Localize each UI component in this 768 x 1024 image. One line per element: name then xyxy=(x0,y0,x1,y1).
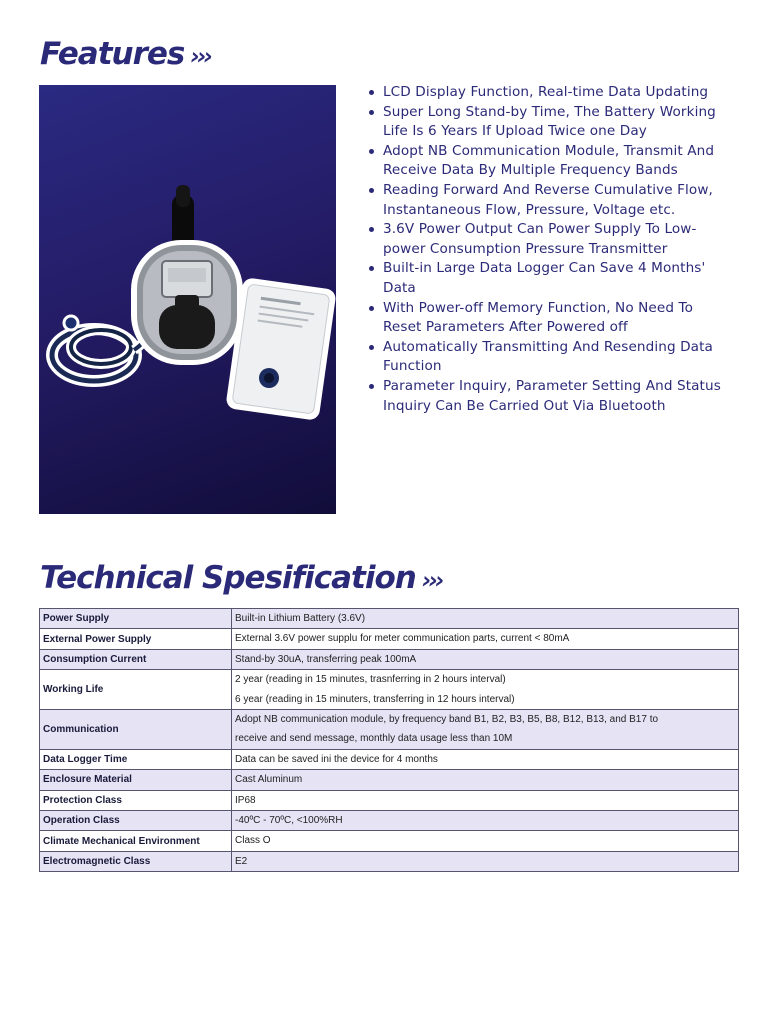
spec-value: Stand-by 30uA, transferring peak 100mA xyxy=(232,649,739,669)
spec-label: Enclosure Material xyxy=(40,770,232,790)
logger-body xyxy=(131,240,243,365)
bullet-icon xyxy=(369,384,374,389)
feature-item: Built-in Large Data Logger Can Save 4 Months' Data xyxy=(365,259,725,298)
spec-value: External 3.6V power supplu for meter communication parts, current < 80mA xyxy=(232,629,739,649)
features-heading xyxy=(40,36,210,72)
bullet-icon xyxy=(369,227,374,232)
table-row xyxy=(40,670,739,710)
bullet-icon xyxy=(369,90,374,95)
feature-item: With Power-off Memory Function, No Need To Reset Parameters After Powered off xyxy=(365,299,725,338)
feature-item: LCD Display Function, Real-time Data Updating xyxy=(365,83,725,103)
feature-item: Automatically Transmitting And Resending Data Function xyxy=(365,338,725,377)
spec-value: 2 year (reading in 15 minutes, trasnferring in 2 hours interval) 6 year (reading in 15 minuters, transferring in 12 hours interval) xyxy=(232,670,739,710)
product-illustration xyxy=(39,85,336,514)
table-row xyxy=(40,851,739,871)
table-row xyxy=(40,811,739,831)
table-row xyxy=(40,831,739,851)
spec-label: Electromagnetic Class xyxy=(40,851,232,871)
spec-label: Protection Class xyxy=(40,790,232,810)
features-heading-text: Features xyxy=(40,36,185,72)
bullet-icon xyxy=(369,188,374,193)
bullet-icon xyxy=(369,149,374,154)
tech-spec-heading xyxy=(40,560,442,596)
table-row xyxy=(40,790,739,810)
table-row xyxy=(40,629,739,649)
spec-label: Operation Class xyxy=(40,811,232,831)
spec-label: Working Life xyxy=(40,670,232,710)
feature-item: 3.6V Power Output Can Power Supply To Low-power Consumption Pressure Transmitter xyxy=(365,220,725,259)
bullet-icon xyxy=(369,306,374,311)
feature-item: Parameter Inquiry, Parameter Setting And Status Inquiry Can Be Carried Out Via Bluetooth xyxy=(365,377,725,416)
spec-label: Consumption Current xyxy=(40,649,232,669)
spec-label: External Power Supply xyxy=(40,629,232,649)
spec-value: IP68 xyxy=(232,790,739,810)
transmitter-box xyxy=(225,277,336,421)
spec-value: Data can be saved ini the device for 4 months xyxy=(232,749,739,769)
spec-label: Climate Mechanical Environment xyxy=(40,831,232,851)
table-row xyxy=(40,649,739,669)
spec-value: Cast Aluminum xyxy=(232,770,739,790)
spec-table xyxy=(39,608,739,872)
product-image xyxy=(39,85,336,514)
table-row xyxy=(40,609,739,629)
spec-value: E2 xyxy=(232,851,739,871)
spec-label: Data Logger Time xyxy=(40,749,232,769)
spec-value: -40ºC - 70ºC, <100%RH xyxy=(232,811,739,831)
bullet-icon xyxy=(369,266,374,271)
feature-item: Reading Forward And Reverse Cumulative Flow, Instantaneous Flow, Pressure, Voltage etc. xyxy=(365,181,725,220)
features-heading-arrows: ››› xyxy=(190,43,211,70)
spec-value: Adopt NB communication module, by frequency band B1, B2, B3, B5, B8, B12, B13, and B17 to receive and send message, monthly data usage less than 10M xyxy=(232,710,739,750)
tech-spec-heading-text: Technical Spesification xyxy=(40,560,416,596)
spec-value: Built-in Lithium Battery (3.6V) xyxy=(232,609,739,629)
tech-spec-heading-arrows: ››› xyxy=(421,567,442,594)
feature-item: Super Long Stand-by Time, The Battery Working Life Is 6 Years If Upload Twice one Day xyxy=(365,103,725,142)
spec-label: Communication xyxy=(40,710,232,750)
table-row xyxy=(40,770,739,790)
features-list xyxy=(365,83,725,416)
feature-item: Adopt NB Communication Module, Transmit And Receive Data By Multiple Frequency Bands xyxy=(365,142,725,181)
bullet-icon xyxy=(369,345,374,350)
table-row xyxy=(40,710,739,750)
bullet-icon xyxy=(369,110,374,115)
spec-value: Class O xyxy=(232,831,739,851)
spec-label: Power Supply xyxy=(40,609,232,629)
table-row xyxy=(40,749,739,769)
